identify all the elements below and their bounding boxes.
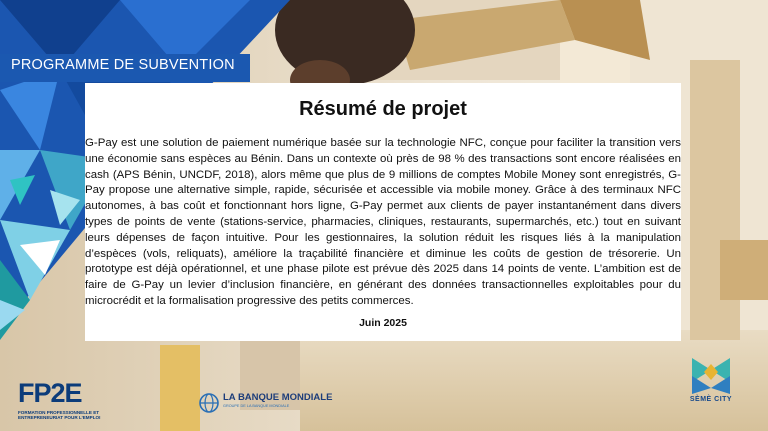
globe-icon xyxy=(199,393,219,413)
banner-label: PROGRAMME DE SUBVENTION xyxy=(11,57,235,73)
banque-mondiale-subtitle: GROUPE DE LA BANQUE MONDIALE xyxy=(223,404,290,408)
fp2e-subtitle: FORMATION PROFESSIONNELLE ET ENTREPRENEURIAT POUR L’EMPLOI xyxy=(18,410,101,421)
card-date: Juin 2025 xyxy=(359,317,407,329)
seme-city-name: SÈMÈ CITY xyxy=(689,396,733,403)
seme-city-icon xyxy=(688,358,734,394)
banque-mondiale-name: LA BANQUE MONDIALE xyxy=(223,392,333,403)
card-body: G-Pay est une solution de paiement numérique basée sur la technologie NFC, conçue pour faciliter la transition vers une économie sans espèces au Bénin. Dans un contexte où près de 98 % des transactions sont encore réalisées en cash (APS Bénin, UNCDF, 2018), alors même que plus de 9 millions de comptes Mobile Money sont enregistrés, G-Pay propose une alternative simple, rapide, sécurisée et accessible via mobile money. Grâce à des terminaux NFC autonomes, à bas coût et fonctionnant hors ligne, G-Pay permet aux clients de payer instantanément dans divers types de points de vente (stations-service, pharmacies, cliniques, restaurants, supermarchés, etc.) tout en suivant leurs dépenses de façon intuitive. Pour les gestionnaires, la solution réduit les risques liés à la manipulation d’espèces (vols, reliquats), améliore la traçabilité financière et diminue les coûts de gestion de trésorerie. Un prototype est déjà opérationnel, et une phase pilote est prévue dès 2025 dans 14 points de vente. L’ambition est de faire de G-Pay un levier d’inclusion financière, en générant des données transactionnelles exploitables pour du microcrédit et la formalisation progressive des petits commerces. xyxy=(85,137,681,307)
project-summary-card xyxy=(85,83,681,341)
fp2e-logo: FP2E xyxy=(18,378,82,408)
card-title: Résumé de projet xyxy=(299,98,467,120)
